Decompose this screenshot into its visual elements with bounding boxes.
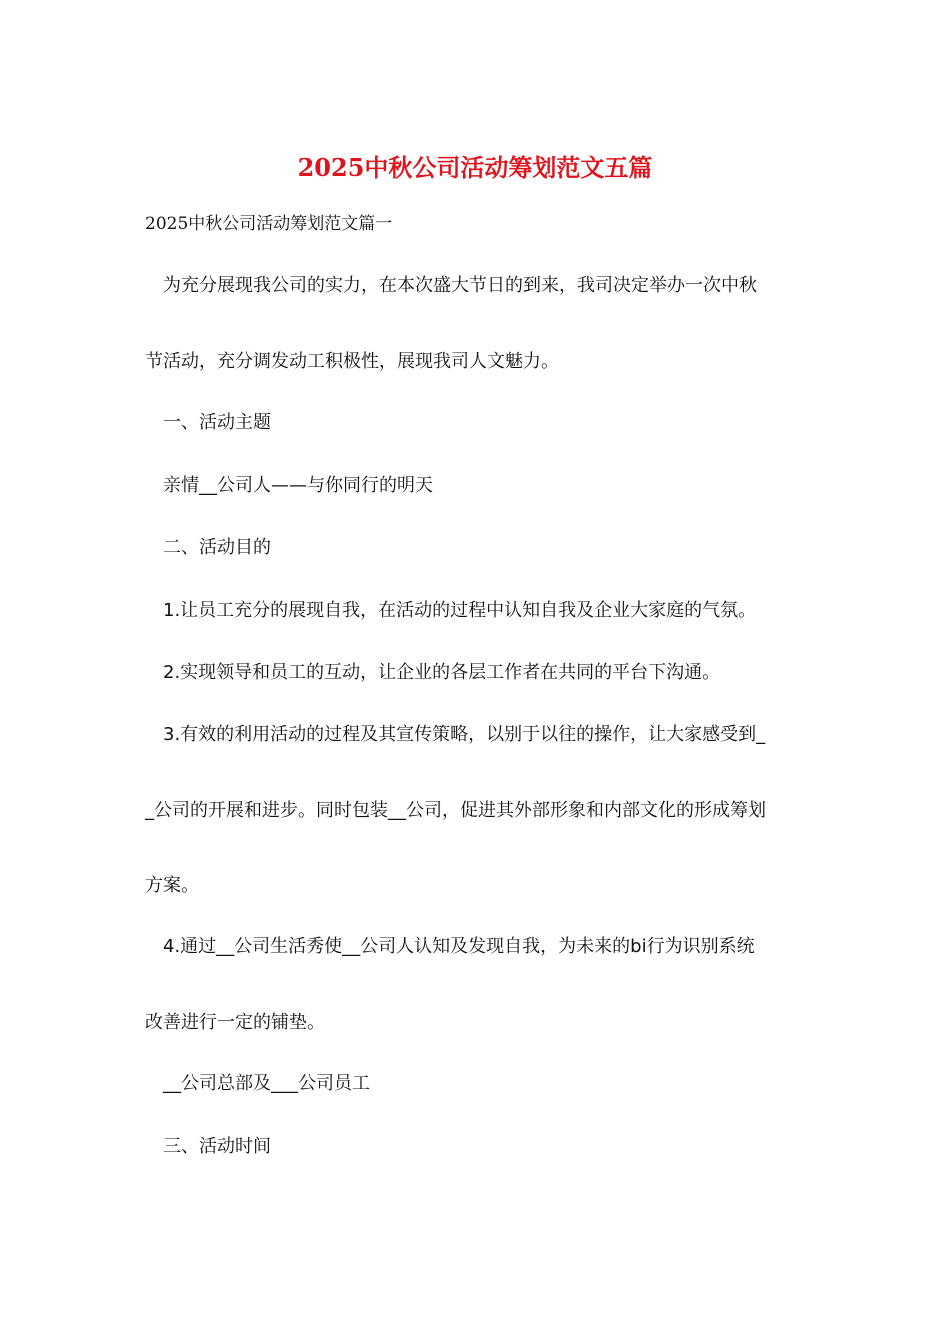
section-heading-time: 三、活动时间 — [163, 1136, 271, 1157]
purpose-item-1: 1.让员工充分的展现自我，在活动的过程中认知自我及企业大家庭的气氛。 — [163, 600, 757, 621]
paragraph-line: 节活动，充分调发动工积极性，展现我司人文魅力。 — [145, 351, 559, 372]
document-title: 2025中秋公司活动筹划范文五篇 — [297, 153, 653, 182]
section-heading-theme: 一、活动主题 — [163, 412, 271, 433]
section-heading-purpose: 二、活动目的 — [163, 537, 271, 558]
purpose-item-3: 3.有效的利用活动的过程及其宣传策略，以别于以往的操作，让大家感受到_ — [163, 724, 766, 745]
paragraph-line: _公司的开展和进步。同时包装__公司，促进其外部形象和内部文化的形成筹划 — [145, 800, 766, 821]
paragraph-line: 方案。 — [145, 875, 199, 896]
paragraph-line: 为充分展现我公司的实力，在本次盛大节日的到来，我司决定举办一次中秋 — [163, 275, 757, 296]
purpose-item-4: 4.通过__公司生活秀使__公司人认知及发现自我，为未来的bi行为识别系统 — [163, 936, 755, 957]
article-subtitle: 2025中秋公司活动筹划范文篇一 — [145, 214, 393, 234]
theme-text: 亲情__公司人——与你同行的明天 — [163, 475, 433, 496]
purpose-item-2: 2.实现领导和员工的互动，让企业的各层工作者在共同的平台下沟通。 — [163, 662, 721, 683]
paragraph-line: 改善进行一定的铺垫。 — [145, 1012, 325, 1033]
participants-line: __公司总部及___公司员工 — [163, 1073, 370, 1094]
